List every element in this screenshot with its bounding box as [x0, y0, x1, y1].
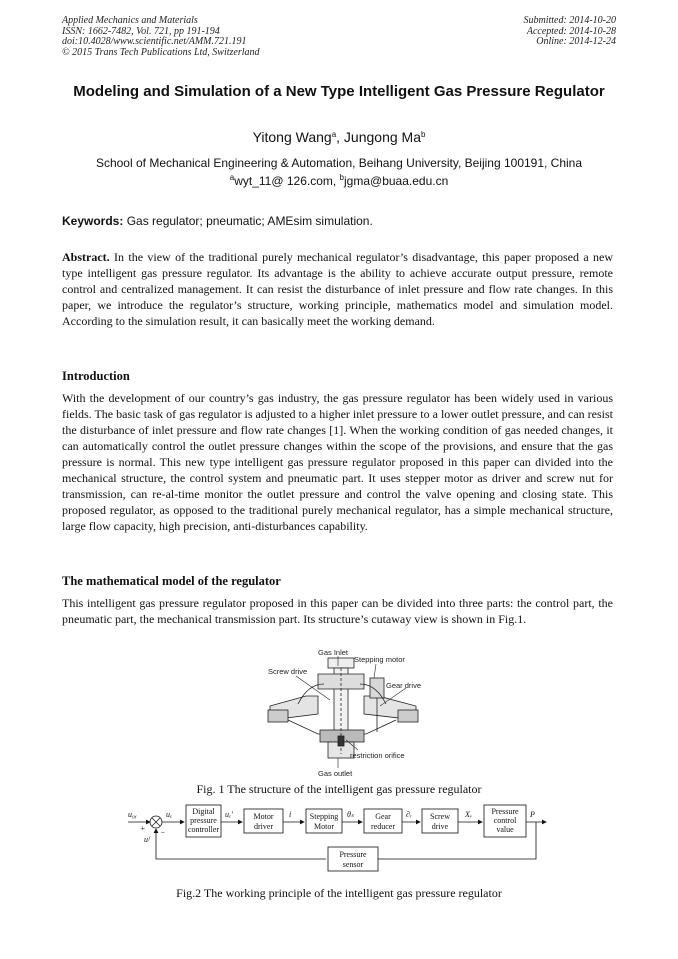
- block-sd-line-2: drive: [431, 822, 449, 831]
- introduction-text: With the development of our country’s gas industry, the gas pressure regulator has been widely used in various fields. The basic task of gas regulator is adjusted to a higher inlet pressure to a lower outlet pressure, and can resist the disturbance of inlet pressure and flow rate changes [1]. When the working condition of gas needed changes, it can automatically control the outlet pressure changes within the scope of the provisions, and ensure that the gas pressure is normal. This new type intelligent gas pressure regulator proposed in this paper can divided into the mechanical structure, the control system and pneumatic part. It uses stepper motor as driver and screw nut for transmission, can re-al-time monitor the outlet pressure and control the valve opening and closing state. This proposed regulator, as opposed to the traditional purely mechanical regulator, has a simple mechanical structure, large flow capacity, high precision, anti-disturbances capability.: [62, 391, 613, 533]
- signal-ue: uₑ: [166, 810, 173, 819]
- block-ps-line-2: sensor: [342, 860, 364, 869]
- block-digital-pressure-controller: [186, 805, 221, 837]
- doi-line: doi:10.4028/www.scientific.net/AMM.721.191: [62, 36, 247, 47]
- label-screw-drive: Screw drive: [268, 667, 308, 676]
- block-stepping-motor: [306, 809, 342, 833]
- journal-name: Applied Mechanics and Materials: [62, 15, 198, 26]
- block-sm-line-1: Stepping: [309, 812, 339, 821]
- author-1-sup: a: [331, 130, 337, 139]
- author-separator: ,: [336, 129, 344, 145]
- block-gr-line-2: reducer: [371, 822, 395, 831]
- block-dpc-line-3: controller: [187, 825, 220, 834]
- email-a-sup: a: [229, 173, 235, 182]
- signal-uf: uᶠ: [144, 835, 150, 844]
- email-line: [62, 174, 616, 188]
- abstract: [62, 249, 613, 329]
- online-date: Online: 2014-12-24: [536, 36, 616, 47]
- signal-theta-r: ∂ᵣ: [406, 810, 412, 819]
- block-pcv-line-1: Pressure: [491, 807, 519, 816]
- accepted-date: Accepted: 2014-10-28: [526, 25, 616, 37]
- keywords: [62, 214, 616, 228]
- copyright-line: © 2015 Trans Tech Publications Ltd, Switzerland: [62, 46, 260, 58]
- journal-info: [62, 16, 260, 58]
- block-pressure-control-value: [484, 805, 526, 837]
- paper-title: Modeling and Simulation of a New Type Intelligent Gas Pressure Regulator: [73, 83, 605, 100]
- author-2: Jungong Ma: [343, 129, 421, 145]
- signal-p: P: [530, 810, 535, 819]
- issn-line: ISSN: 1662-7482, Vol. 721, pp 191-194: [62, 25, 220, 37]
- block-dpc-line-2: pressure: [190, 816, 217, 825]
- label-gear-drive: Gear drive: [386, 681, 422, 690]
- block-pressure-sensor: [328, 847, 378, 871]
- block-dpc-line-1: Digital: [192, 807, 215, 816]
- author-list: [62, 129, 616, 145]
- submission-dates: [524, 16, 617, 48]
- label-gas-outlet: Gas outlet: [318, 769, 353, 778]
- block-pcv-line-2: control: [493, 816, 517, 825]
- affiliation: School of Mechanical Engineering & Automation, Beihang University, Beijing 100191, China: [95, 156, 583, 170]
- keywords-text: Gas regulator; pneumatic; AMEsim simulation.: [123, 214, 373, 228]
- model-text: This intelligent gas pressure regulator proposed in this paper can be divided into three parts: the control part, the pneumatic part, the mechanical transmission part. Its structure’s cutaway view is shown in Fig.1.: [62, 596, 613, 626]
- submitted-date: Submitted: 2014-10-20: [523, 15, 616, 26]
- figure-2-block-diagram: [122, 801, 554, 883]
- signal-theta-s: θₛ: [347, 810, 354, 819]
- block-md-line-2: driver: [253, 822, 274, 831]
- email-a: wyt_11@ 126.com,: [234, 174, 340, 188]
- keywords-label: Keywords:: [62, 214, 124, 228]
- label-restriction-orifice: restriction orifice: [350, 751, 405, 760]
- sign-plus: +: [140, 824, 146, 833]
- block-sd-line-1: Screw: [430, 812, 450, 821]
- block-screw-drive: [422, 809, 458, 833]
- block-ps-line-1: Pressure: [339, 850, 367, 859]
- block-sm-line-2: Motor: [314, 822, 334, 831]
- author-2-sup: b: [420, 130, 426, 139]
- email-b: jgma@buaa.edu.cn: [344, 174, 449, 188]
- signal-current: i: [289, 810, 292, 819]
- sign-minus: −: [160, 828, 166, 837]
- signal-xv: Xᵥ: [465, 810, 473, 819]
- figure-1-cutaway: [258, 644, 428, 780]
- email-b-sup: b: [339, 173, 344, 182]
- label-gas-inlet: Gas Inlet: [318, 648, 349, 657]
- abstract-label: Abstract.: [62, 250, 110, 264]
- signal-ue-prime: uₑ′: [225, 810, 233, 819]
- author-1: Yitong Wang: [252, 129, 332, 145]
- section-heading-model: The mathematical model of the regulator: [62, 574, 281, 588]
- section-heading-introduction: Introduction: [62, 369, 130, 383]
- block-md-line-1: Motor: [253, 812, 274, 821]
- signal-input: u₀ᵧ: [128, 810, 137, 819]
- figure-1-caption: Fig. 1 The structure of the intelligent gas pressure regulator: [196, 782, 482, 796]
- figure-2-caption: Fig.2 The working principle of the intelligent gas pressure regulator: [176, 886, 502, 900]
- label-stepping-motor: Stepping motor: [354, 655, 405, 664]
- block-gear-reducer: [364, 809, 402, 833]
- block-gr-line-1: Gear: [375, 812, 391, 821]
- block-pcv-line-3: value: [496, 825, 514, 834]
- abstract-text: In the view of the traditional purely mechanical regulator’s disadvantage, this paper proposed a new type intelligent gas pressure regulator. Its advantage is the ability to achieve accurate output pressure, remote control and centralized management. It can resist the disturbance of inlet pressure and flow rate changes. In this paper, we introduce the regulator’s structure, working principle, mathematics model and simulation model. According to the simulation result, it can basically meet the working demand.: [62, 250, 613, 328]
- block-motor-driver: [244, 809, 283, 833]
